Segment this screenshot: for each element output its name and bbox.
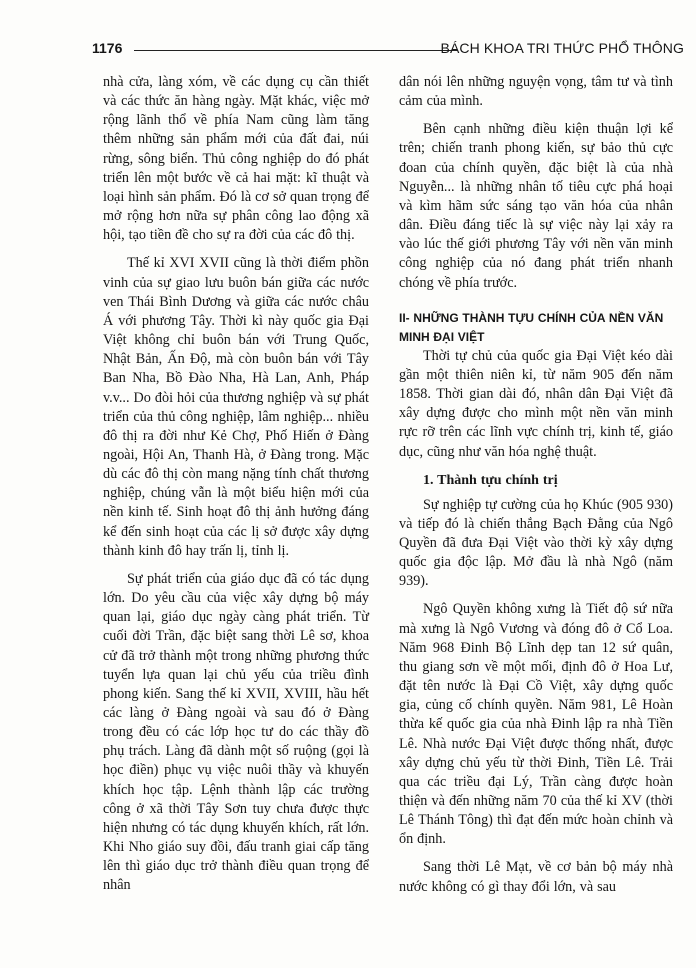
paragraph: dân nói lên những nguyện vọng, tâm tư và tình cảm của mình. <box>399 74 673 110</box>
paragraph: Ngô Quyền không xưng là Tiết độ sứ nữa mà xưng là Ngô Vương và đóng đô ở Cổ Loa. Năm 968 Đinh Bộ Lĩnh dẹp tan 12 sứ quân, thu giang sơn về một mối, định đô ở Hoa Lư, đặt tên nước là Đại Cồ Việt, xây dựng quốc gia, củng cố chính quyền. Năm 981, Lê Hoàn thừa kế quốc gia của nhà Đinh lập ra nhà Tiền Lê. Nhà nước Đại Việt được thống nhất, được xây dựng chủ yếu từ thời Đinh, Tiền Lê. Trải qua các triều đại Lý, Trần càng được hoàn thiện và đến những năm 70 của thế kỉ XV (thời Lê Thánh Tông) thì đạt đến mức hoàn chỉnh và ổn định. <box>399 601 673 848</box>
book-title: BÁCH KHOA TRI THỨC PHỔ THÔNG <box>440 40 684 56</box>
paragraph: nhà cửa, làng xóm, về các dụng cụ cần thiết và các thức ăn hàng ngày. Mặt khác, việc mở rộng lãnh thổ về phía Nam cũng làm tăng thêm những sản phẩm mới của đất đai, núi rừng, sông biển. Thủ công nghiệp do đó phát triển lên một bước về cả hai mặt: kĩ thuật và loại hình sản phẩm. Đó là cơ sở quan trọng để mở rộng hơn nữa sự phân công lao động xã hội, tạo tiền đề cho sự ra đời của các đô thị. <box>103 74 369 244</box>
right-column <box>399 73 673 906</box>
page-header <box>92 40 684 64</box>
page-number: 1176 <box>92 40 123 56</box>
paragraph: Thời tự chủ của quốc gia Đại Việt kéo dài gần một thiên niên kỉ, từ năm 905 đến năm 1858. Thời gian dài đó, nhân dân Đại Việt đã xây dựng được cho mình một nền văn minh rực rỡ trên các lĩnh vực chính trị, kinh tế, giáo dục, cũng như văn hóa nghệ thuật. <box>399 347 673 460</box>
header-rule <box>134 50 458 51</box>
paragraph: Sự phát triển của giáo dục đã có tác dụng lớn. Do yêu cầu của việc xây dựng bộ máy quan lại, giáo dục ngày càng phát triển. Từ cuối đời Trần, đặc biệt sang thời Lê sơ, khoa cử đã trở thành một trong những phương thức tuyển lựa quan lại chủ yếu của triều đình phong kiến. Sang thế kỉ XVII, XVIII, hầu hết các làng ở Đàng ngoài và sau đó ở Đàng trong đều có các lớp học tư do các thầy đồ phụ trách. Làng đã dành một số ruộng (gọi là học điền) phục vụ việc nuôi thầy và khuyến khích học tập. Lệnh thành lập các trường công ở xã thời Tây Sơn tuy chưa được thực hiện nhưng có tác dụng khuyến khích, rất lớn. Khi Nho giáo suy đồi, đấu tranh giai cấp tăng lên thì giáo dục trở thành điều quan trọng để nhân <box>103 570 369 894</box>
section-heading: II- NHỮNG THÀNH TỰU CHÍNH CỦA NỀN VĂN MINH ĐẠI VIỆT <box>399 310 664 344</box>
paragraph: Sang thời Lê Mạt, về cơ bản bộ máy nhà nước không có gì thay đổi lớn, và sau <box>399 859 673 895</box>
left-column <box>103 73 369 905</box>
paragraph: Sự nghiệp tự cường của họ Khúc (905 930) và tiếp đó là chiến thắng Bạch Đằng của Ngô Quyền đã đưa Đại Việt vào thời kỳ xây dựng quốc gia độc lập. Mở đầu là nhà Ngô (năm 939). <box>399 496 673 590</box>
paragraph: Bên cạnh những điều kiện thuận lợi kể trên; chiến tranh phong kiến, sự bảo thủ cực đoan của chính quyền, đặc biệt là của nhà Nguyễn... là những nhân tố tiêu cực phá hoại và kìm hãm sức sáng tạo văn hóa của nhân dân. Điều đáng tiếc là sự việc này lại xảy ra vào lúc thế giới phương Tây với nền văn minh công nghiệp của nó đang phát triển nhanh chóng về phía trước. <box>399 121 673 291</box>
paragraph: Thế kỉ XVI XVII cũng là thời điểm phồn vinh của sự giao lưu buôn bán giữa các nước ven Thái Bình Dương và giữa các nước châu Á với phương Tây. Thời kì này quốc gia Đại Việt không chỉ buôn bán với Trung Quốc, Nhật Bản, Ấn Độ, mà còn buôn bán với Tây Ban Nha, Bồ Đào Nha, Hà Lan, Anh, Pháp v.v... Do đòi hỏi của thương nghiệp và sự phát triển của thủ công nghiệp, lâm nghiệp... nhiều đô thị ra đời như Kẻ Chợ, Phố Hiến ở Đàng ngoài, Hội An, Thanh Hà, ở Đàng trong. Mặc dù các đô thị còn mang nặng tính chất thương nghiệp, chúng vẫn là một biểu hiện mới của nền kinh tế. Sinh hoạt đô thị ảnh hưởng đáng kể đến sinh hoạt của các lị sở được xây dựng thành kinh đô hay trấn lị, tỉnh lị. <box>103 255 369 559</box>
sub-heading: 1. Thành tựu chính trị <box>423 472 558 488</box>
